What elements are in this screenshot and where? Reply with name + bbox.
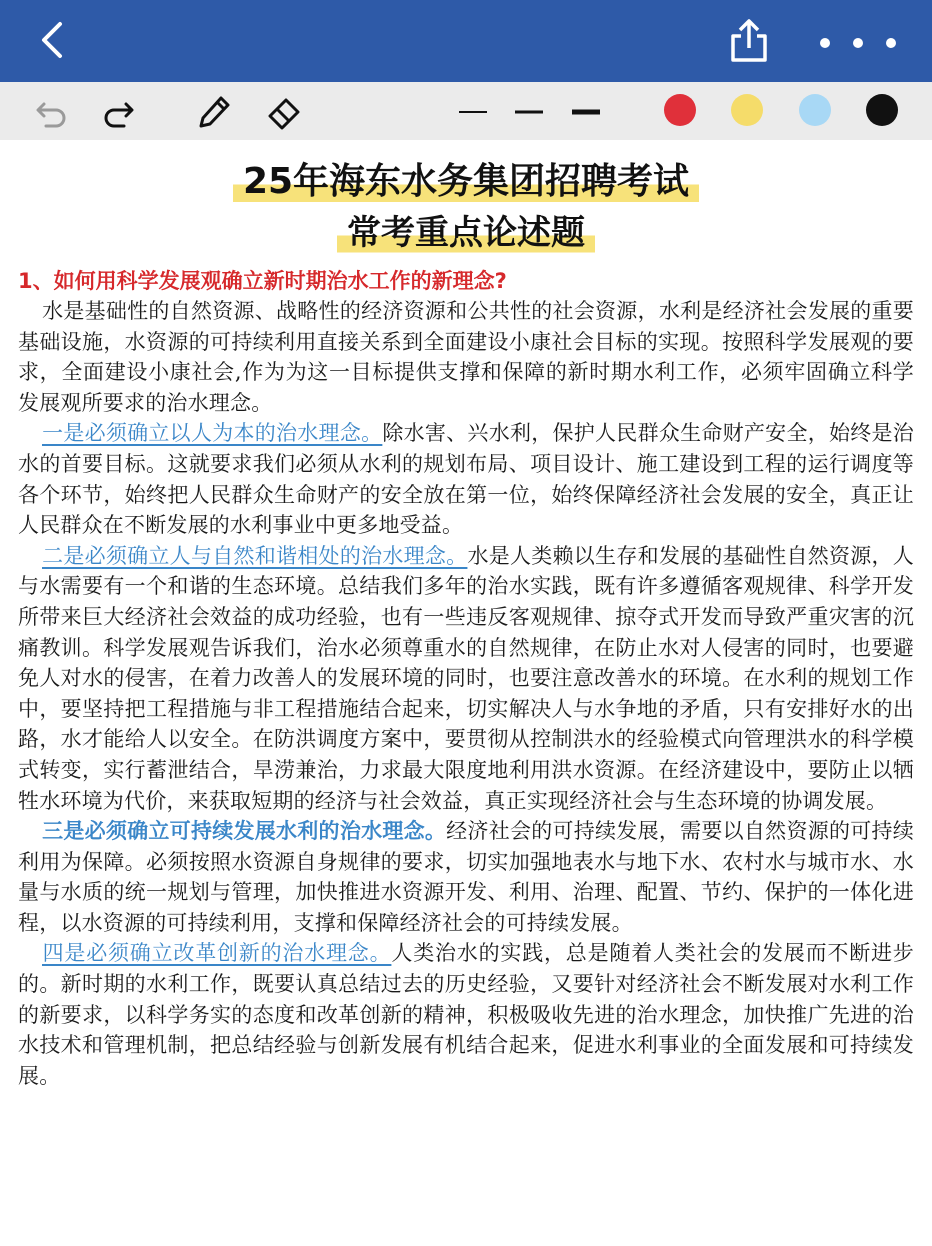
color-swatch-yellow[interactable] <box>731 94 763 126</box>
share-button[interactable] <box>727 18 771 64</box>
point4-paragraph <box>18 938 914 1091</box>
top-nav-bar <box>0 0 932 82</box>
redo-button[interactable] <box>98 94 138 130</box>
color-swatch-light-blue[interactable] <box>799 94 831 126</box>
point2-lead: 二是必须确立人与自然和谐相处的治水理念。 <box>42 543 468 568</box>
question-heading: 1、如何用科学发展观确立新时期治水工作的新理念? <box>18 269 507 293</box>
stroke-thin-option[interactable] <box>455 104 491 120</box>
document-page <box>0 140 932 1091</box>
eraser-tool-button[interactable] <box>264 94 304 130</box>
point3-body: 经济社会的可持续发展，需要以自然资源的可持续利用为保障。必须按照水资源自身规律的要求，切实加强地表水与地下水、农村水与城市水、水量与水质的统一规划与管理，加快推进水资源开发、利用、治理、配置、节约、保护的一体化进程，以水资源的可持续利用，支撑和保障经济社会的可持续发展。 <box>18 819 914 935</box>
back-button[interactable] <box>34 20 74 60</box>
stroke-medium-option[interactable] <box>511 104 547 120</box>
stroke-thick-line <box>572 110 600 115</box>
pen-icon <box>193 94 233 130</box>
more-horizontal-icon <box>812 30 904 56</box>
point1-lead: 一是必须确立以人为本的治水理念。 <box>42 421 383 446</box>
undo-icon <box>32 94 72 130</box>
page-title: 25年海东水务集团招聘考试 <box>233 158 699 206</box>
pen-tool-button[interactable] <box>193 94 233 130</box>
undo-button[interactable] <box>32 94 72 130</box>
point3-lead: 三是必须确立可持续发展水利的治水理念。 <box>42 819 447 844</box>
point3-paragraph <box>18 816 914 938</box>
eraser-icon <box>264 94 304 130</box>
intro-text: 水是基础性的自然资源、战略性的经济资源和公共性的社会资源，水利是经济社会发展的重要基础设施，水资源的可持续利用直接关系到全面建设小康社会目标的实现。按照科学发展观的要求，全面建设小康社会,作为为这一目标提供支撑和保障的新时期水利工作，必须牢固确立科学发展观所要求的治水理念。 <box>18 299 914 415</box>
point4-body: 人类治水的实践，总是随着人类社会的发展而不断进步的。新时期的水利工作，既要认真总结过去的历史经验，又要针对经济社会不断发展对水利工作的新要求，以科学务实的态度和改革创新的精神，积极吸收先进的治水理念，加快推广先进的治水技术和管理机制，把总结经验与创新发展有机结合起来，促进水利事业的全面发展和可持续发展。 <box>18 941 914 1088</box>
stroke-thin-line <box>459 111 487 113</box>
page-subtitle: 常考重点论述题 <box>337 210 595 256</box>
intro-paragraph <box>18 296 914 418</box>
stroke-medium-line <box>515 111 543 114</box>
share-icon <box>727 18 771 64</box>
point2-body: 水是人类赖以生存和发展的基础性自然资源，人与水需要有一个和谐的生态环境。总结我们多年的治水实践，既有许多遵循客观规律、科学开发所带来巨大经济社会效益的成功经验，也有一些违反客观规律、掠夺式开发而导致严重灾害的沉痛教训。科学发展观告诉我们，治水必须尊重水的自然规律，在防止水对人侵害的同时，也要避免人对水的侵害，在着力改善人的发展环境的同时，也要注意改善水的环境。在水利的规划工作中，要坚持把工程措施与非工程措施结合起来，切实解决人与水争地的矛盾，只有安排好水的出路，水才能给人以安全。在防洪调度方案中，要贯彻从控制洪水的经验模式向管理洪水的科学模式转变，实行蓄泄结合，旱涝兼治，力求最大限度地利用洪水资源。在经济建设中，要防止以牺牲水环境为代价，来获取短期的经济与社会效益，真正实现经济社会与生态环境的协调发展。 <box>18 543 915 813</box>
more-options-button[interactable] <box>812 30 904 56</box>
point1-paragraph <box>18 418 914 540</box>
color-swatch-red[interactable] <box>664 94 696 126</box>
redo-icon <box>98 94 138 130</box>
point4-lead: 四是必须确立改革创新的治水理念。 <box>42 941 392 966</box>
stroke-thick-option[interactable] <box>568 104 604 120</box>
chevron-left-icon <box>34 20 74 60</box>
annotation-toolbar <box>0 82 932 140</box>
point2-paragraph <box>18 541 914 816</box>
color-swatch-black[interactable] <box>866 94 898 126</box>
point1-body: 除水害、兴水利，保护人民群众生命财产安全，始终是治水的首要目标。这就要求我们必须从水利的规划布局、项目设计、施工建设到工程的运行调度等各个环节，始终把人民群众生命财产的安全放在第一位，始终保障经济社会发展的安全，真正让人民群众在不断发展的水利事业中更多地受益。 <box>18 421 914 538</box>
